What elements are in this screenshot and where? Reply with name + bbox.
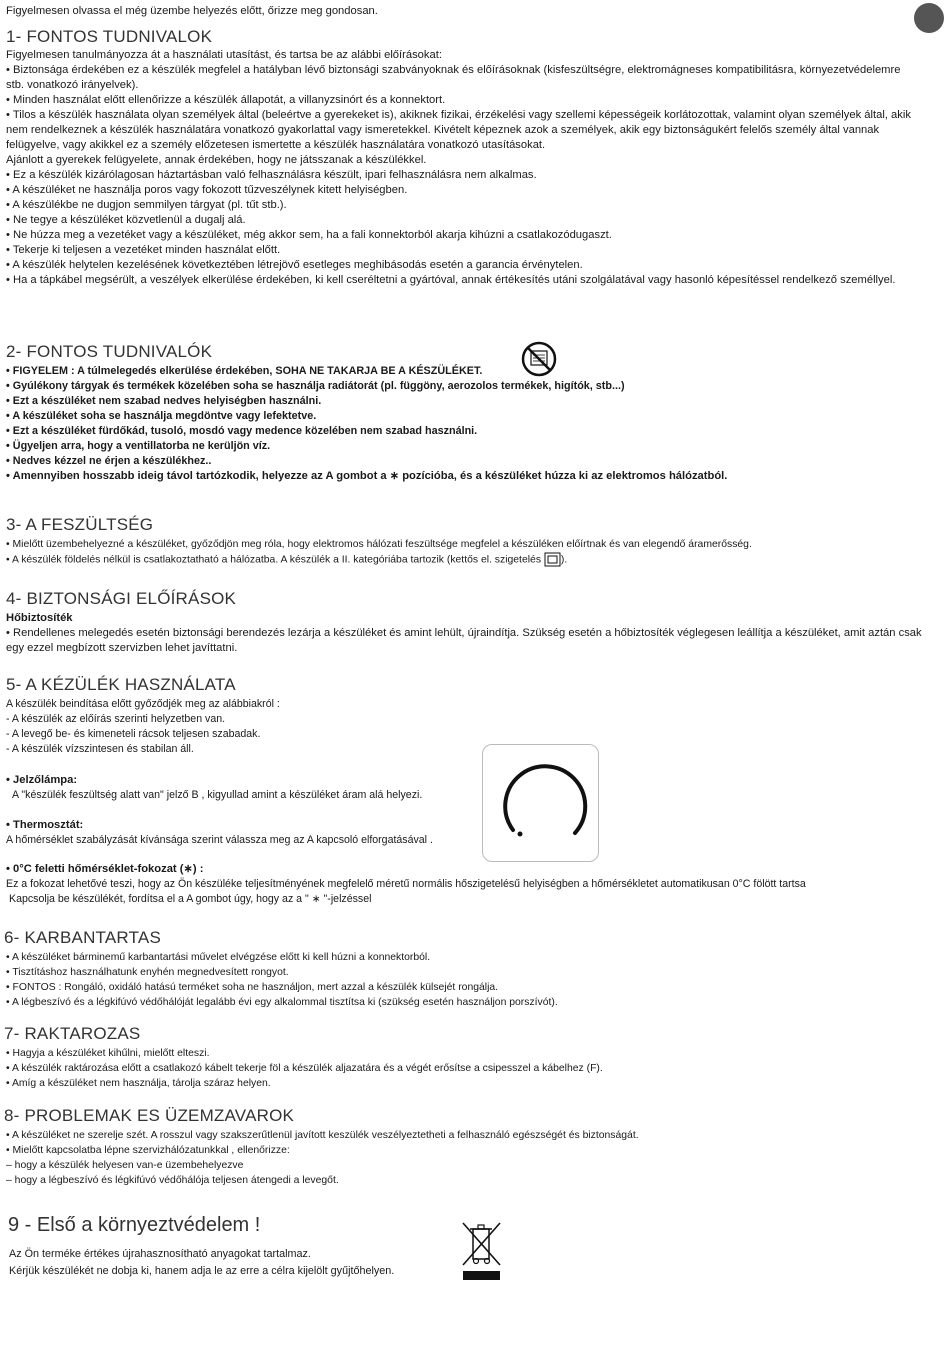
s2-line: • FIGYELEM : A túlmelegedés elkerülése érdekében, SOHA NE TAKARJA BE A KÉSZÜLÉKET. (6, 365, 483, 377)
s1-line: • Minden használat előtt ellenőrizze a készülék állapotát, a villanyzsinórt és a konnektort. (6, 94, 446, 106)
section-4-title: 4- BIZTONSÁGI ELŐÍRÁSOK (6, 589, 237, 608)
s8-line: • A készüléket ne szerelje szét. A rosszul vagy szakszerűtlenül javított keszülék veszélyeztetheti a felhasználó egészségét és biztonságát. (6, 1130, 639, 1141)
s2-line: • Ezt a készüléket nem szabad nedves helyiségben használni. (6, 395, 322, 407)
section-1-body (6, 48, 911, 288)
s1-line: Figyelmesen tanulmányozza át a használati utasítást, és tartsa be az alábbi előírásokat: (6, 49, 442, 61)
s7-line: • Hagyja a készüléket kihűlni, mielőtt elteszi. (6, 1048, 210, 1059)
s1-line: • Ne tegye a készüléket közvetlenül a dugalj alá. (6, 214, 246, 226)
s5-frost (6, 862, 936, 907)
section-7-title: 7- RAKTAROZAS (4, 1024, 141, 1043)
s5-frost-title: • 0°C feletti hőmérséklet-fokozat (∗) : (6, 863, 204, 875)
s6-line: • FONTOS : Rongáló, oxidáló hatású terméket soha ne használjon, mert azzal a készülék külsejét rongálja. (6, 982, 499, 993)
s8-line: – hogy a készülék helyesen van-e üzembehelyezve (6, 1160, 244, 1171)
section-3-body (6, 537, 926, 567)
s6-line: • A légbeszívó és a légkifúvó védőhálóját legalább évi egy alkalommal tisztítsa ki (szükség esetén használjon porszívót). (6, 997, 558, 1008)
section-5-title: 5- A KÉZÜLÉK HASZNÁLATA (6, 675, 236, 694)
section-2-body (6, 364, 911, 484)
s1-line: • Biztonsága érdekében ez a készülék megfelel a hatályban lévő biztonsági szabványoknak és előírásoknak (kisfeszültségre, elektromágneses kompatibilitásra, környezetvédelemre stb. vonatkozó irányelvek). (6, 64, 901, 91)
s6-line: • A készüléket bárminemű karbantartási művelet elvégzése előtt ki kell húzni a konnektorból. (6, 952, 431, 963)
s4-line: • Rendellenes melegedés esetén biztonsági berendezés lezárja a készüléket és amint lehült, újraindítja. Szükség esetén a hőbiztosíték véglegesen leállítja a készüléket, amit aztán csak egy ezzel megbízott szervizben lehet javíttatni. (6, 627, 922, 654)
s5-thermo-text: A hőmérséklet szabályzását kívánsága szerint válassza meg az A kapcsoló elforgatásával . (6, 834, 433, 846)
s2-line: • Ezt a készüléket fürdőkád, tusoló, mosdó vagy medence közelében nem szabad használni. (6, 425, 478, 437)
s1-line: • Tekerje ki teljesen a vezetéket minden használat előtt. (6, 244, 281, 256)
s2-line: • Nedves kézzel ne érjen a készülékhez.. (6, 455, 212, 467)
section-6-title: 6- KARBANTARTAS (4, 928, 161, 947)
s2-line: • Amennyiben hosszabb ideig távol tartózkodik, helyezze az A gombot a ∗ pozícióba, és a készüléket húzza ki az elektromos hálózatból. (6, 470, 728, 482)
s5-line: - A készülék vízszintesen és stabilan áll. (6, 743, 194, 755)
section-7-body (6, 1046, 926, 1091)
weee-bar (463, 1271, 500, 1280)
s5-lamp-title: • Jelzőlámpa: (6, 774, 78, 786)
s1-line: • A készülékbe ne dugjon semmilyen tárgyat (pl. tűt stb.). (6, 199, 287, 211)
s2-line: • A készüléket soha se használja megdöntve vagy lefektetve. (6, 410, 317, 422)
section-9-title: 9 - Első a környeztvédelem ! (8, 1214, 261, 1236)
s1-line: • A készüléket ne használja poros vagy fokozott tűzveszélynek kitett helyiségben. (6, 184, 408, 196)
s2-line: • Gyúlékony tárgyak és termékek közelében soha se használja radiátorát (pl. függöny, aerozolos termékek, higítók, stb...) (6, 380, 625, 392)
s4-subtitle: Hőbiztosíték (6, 612, 73, 624)
s5-thermo (6, 818, 476, 848)
s1-line: • Ne húzza meg a vezetéket vagy a készüléket, még akkor sem, ha a fali konnektorból akarja kihúzni a csatlakozódugaszt. (6, 229, 612, 241)
s5-line: - A készülék az előírás szerinti helyzetben van. (6, 713, 226, 725)
thermostat-dial-panel (482, 744, 599, 862)
s7-line: • A készülék raktározása előtt a csatlakozó kábelt tekerje föl a készülék aljazatára és a végét erősítse a csipesszel a kábelhez (F). (6, 1063, 603, 1074)
s5-frost-text: Ez a fokozat lehetővé teszi, hogy az Ön készüléke teljesítményének megfelelő méretű normális hőszigetelésű helyiségben a hőmérsékletet automatikusan 0°C fölött tartsa (6, 878, 806, 890)
s7-line: • Amíg a készüléket nem használja, tárolja száraz helyen. (6, 1078, 271, 1089)
s5-lamp (6, 773, 476, 803)
s5-line: A készülék beindítása előtt győződjék meg az alábbiakról : (6, 698, 280, 710)
section-5-checklist (6, 697, 466, 757)
crossed-bin-icon (460, 1220, 502, 1270)
s2-line: • Ügyeljen arra, hogy a ventillatorba ne kerüljön víz. (6, 440, 271, 452)
s3-line-text: • A készülék földelés nélkül is csatlakoztatható a hálózatba. A készülék a II. kategóriába tartozik (kettős el. szigetelés (6, 554, 542, 566)
section-6-body (6, 950, 926, 1010)
s5-thermo-title: • Thermosztát: (6, 819, 84, 831)
s5-line: - A levegő be- és kimeneteli rácsok teljesen szabadak. (6, 728, 261, 740)
s1-line: • Tilos a készülék használata olyan személyek által (beleértve a gyerekeket is), akiknek fizikai, érzékelési vagy szellemi képességeik korlátozottak, valamint olyan személyek által, akik nem rendelkeznek a készülék használatára vonatkozó gyakorlattal vagy ismeretekkel. Kivételt képeznek azok a személyek, akik egy biztonságukért felelős személy által vannak felügyelve, vagy akikkel ez a személy előzetesen ismertette a készülék használatára vonatkozó utasításokat. (6, 109, 911, 151)
section-8-body (6, 1128, 926, 1188)
s8-line: – hogy a légbeszívó és légkifúvó védőhálója teljesen átengedi a levegőt. (6, 1175, 339, 1186)
s9-line: Az Ön terméke értékes újrahasznosítható anyagokat tartalmaz. (9, 1248, 311, 1260)
section-1-title: 1- FONTOS TUDNIVALOK (6, 27, 213, 46)
section-2-title: 2- FONTOS TUDNIVALÓK (6, 342, 213, 361)
s5-lamp-text: A "készülék feszültség alatt van" jelző B , kigyullad amint a készüléket áram alá helyezi. (12, 789, 423, 801)
s8-line: • Mielőtt kapcsolatba lépne szervizhálózatunkkal , ellenőrizze: (6, 1145, 290, 1156)
s3-line-end: ). (560, 554, 568, 566)
s1-line: • A készülék helytelen kezelésének következtében létrejövő esetleges meghibásodás esetén a garancia érvénytelen. (6, 259, 583, 271)
page-marker-dot (914, 3, 944, 33)
section-3-title: 3- A FESZÜLTSÉG (6, 515, 154, 534)
s5-frost-text: Kapcsolja be készülékét, fordítsa el a A gombot úgy, hogy az a " ∗ "-jelzéssel (9, 893, 372, 905)
s1-line: • Ez a készülék kizárólagosan háztartásban való felhasználásra készült, ipari felhasználásra nem alkalmas. (6, 169, 537, 181)
s6-line: • Tisztításhoz használhatunk enyhén megnedvesített rongyot. (6, 967, 289, 978)
intro-text: Figyelmesen olvassa el még üzembe helyezés előtt, őrizze meg gondosan. (6, 5, 378, 17)
s3-line-2 (6, 552, 926, 567)
s9-line: Kérjük készülékét ne dobja ki, hanem adja le az erre a célra kijelölt gyűjtőhelyen. (9, 1265, 395, 1277)
double-insulation-icon (544, 552, 561, 567)
s1-line: Ajánlott a gyerekek felügyelete, annak érdekében, hogy ne játsszanak a készülékkel. (6, 154, 427, 166)
thermostat-dial-icon (483, 745, 598, 861)
section-4-body (6, 611, 931, 656)
section-9-body (9, 1246, 459, 1280)
s1-line: • Ha a tápkábel megsérült, a veszélyek elkerülése érdekében, ki kell cseréltetni a gyártóval, annak értékesítés utáni szolgálatával vagy hasonló képesítéssel rendelkező személlyel. (6, 274, 896, 286)
s3-line: • Mielőtt üzembehelyezné a készüléket, győződjön meg róla, hogy elektromos hálózati feszültsége megfelel a készüléken előírtnak és van elegendő áramerősség. (6, 539, 752, 550)
section-8-title: 8- PROBLEMAK ES ÜZEMZAVAROK (4, 1106, 295, 1125)
